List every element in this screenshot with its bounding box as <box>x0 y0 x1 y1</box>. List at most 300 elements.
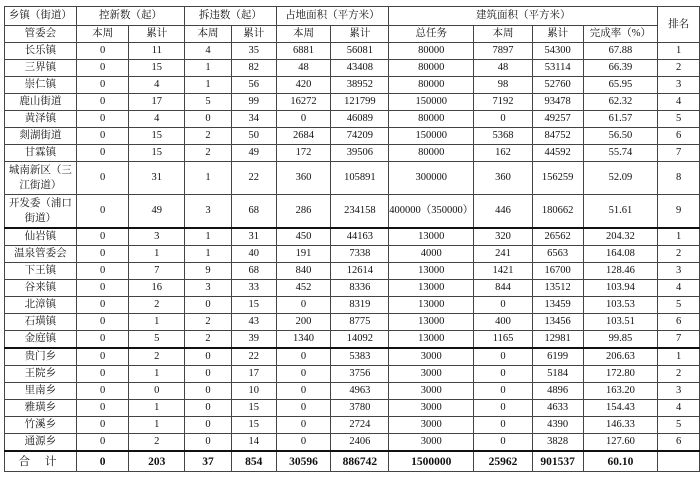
task-total-cell: 3000 <box>389 434 474 452</box>
task-total-cell: 80000 <box>389 77 474 94</box>
new-total-cell: 203 <box>129 451 185 472</box>
land-week-cell: 0 <box>276 400 331 417</box>
build-week-cell: 0 <box>474 366 533 383</box>
rank-cell <box>658 451 700 472</box>
completion-rate-cell: 146.33 <box>583 417 658 434</box>
table-row <box>5 43 700 60</box>
build-week-cell: 7897 <box>474 43 533 60</box>
task-total-cell: 13000 <box>389 228 474 246</box>
land-week-cell: 360 <box>276 162 331 195</box>
region-name-cell: 开发委（浦口街道） <box>5 195 77 229</box>
land-week-cell: 0 <box>276 383 331 400</box>
region-name-cell: 里南乡 <box>5 383 77 400</box>
demo-total-cell: 39 <box>231 331 276 349</box>
new-week-cell: 0 <box>76 228 129 246</box>
demo-week-cell: 0 <box>185 434 232 452</box>
land-total-cell: 7338 <box>331 246 389 263</box>
new-week-cell: 0 <box>76 314 129 331</box>
completion-rate-cell: 206.63 <box>583 348 658 366</box>
task-total-cell: 13000 <box>389 280 474 297</box>
land-week-cell: 200 <box>276 314 331 331</box>
demo-total-cell: 31 <box>231 228 276 246</box>
table-row <box>5 77 700 94</box>
land-week-cell: 0 <box>276 434 331 452</box>
land-total-cell: 2724 <box>331 417 389 434</box>
table-body <box>5 7 700 472</box>
land-week-cell: 0 <box>276 297 331 314</box>
region-name-cell: 竹溪乡 <box>5 417 77 434</box>
new-week-cell: 0 <box>76 246 129 263</box>
completion-rate-cell: 67.88 <box>583 43 658 60</box>
demo-week-cell: 9 <box>185 263 232 280</box>
task-total-cell: 13000 <box>389 331 474 349</box>
land-total-cell: 8775 <box>331 314 389 331</box>
land-total-cell: 8336 <box>331 280 389 297</box>
task-total-cell: 80000 <box>389 145 474 162</box>
task-total-cell: 13000 <box>389 314 474 331</box>
demo-week-cell: 0 <box>185 297 232 314</box>
region-name-cell: 三界镇 <box>5 60 77 77</box>
sub-header: 累计 <box>532 26 583 43</box>
new-week-cell: 0 <box>76 417 129 434</box>
build-total-cell: 4390 <box>532 417 583 434</box>
demo-total-cell: 854 <box>231 451 276 472</box>
demo-total-cell: 15 <box>231 417 276 434</box>
table-row <box>5 297 700 314</box>
rank-cell: 7 <box>658 145 700 162</box>
task-total-cell: 400000（350000） <box>389 195 474 229</box>
new-total-cell: 1 <box>129 246 185 263</box>
region-name-cell: 北漳镇 <box>5 297 77 314</box>
table-row <box>5 263 700 280</box>
build-total-cell: 901537 <box>532 451 583 472</box>
land-week-cell: 2684 <box>276 128 331 145</box>
completion-rate-cell: 60.10 <box>583 451 658 472</box>
task-total-cell: 3000 <box>389 383 474 400</box>
region-name-cell: 剡湖街道 <box>5 128 77 145</box>
demo-total-cell: 35 <box>231 43 276 60</box>
rank-cell: 1 <box>658 43 700 60</box>
new-total-cell: 0 <box>129 383 185 400</box>
task-total-cell: 3000 <box>389 366 474 383</box>
task-total-cell: 13000 <box>389 263 474 280</box>
region-name-cell: 贵门乡 <box>5 348 77 366</box>
demo-week-cell: 0 <box>185 400 232 417</box>
new-total-cell: 15 <box>129 145 185 162</box>
new-week-cell: 0 <box>76 434 129 452</box>
build-week-cell: 7192 <box>474 94 533 111</box>
build-week-cell: 0 <box>474 348 533 366</box>
build-week-cell: 5368 <box>474 128 533 145</box>
demo-week-cell: 1 <box>185 77 232 94</box>
demo-week-cell: 0 <box>185 348 232 366</box>
table-row <box>5 246 700 263</box>
land-week-cell: 420 <box>276 77 331 94</box>
completion-rate-cell: 103.94 <box>583 280 658 297</box>
table-row <box>5 94 700 111</box>
demo-total-cell: 82 <box>231 60 276 77</box>
build-total-cell: 26562 <box>532 228 583 246</box>
sub-header: 本周 <box>276 26 331 43</box>
region-name-cell: 雅璜乡 <box>5 400 77 417</box>
completion-rate-cell: 128.46 <box>583 263 658 280</box>
build-week-cell: 0 <box>474 383 533 400</box>
table-row <box>5 348 700 366</box>
land-week-cell: 0 <box>276 366 331 383</box>
build-total-cell: 4896 <box>532 383 583 400</box>
build-total-cell: 54300 <box>532 43 583 60</box>
land-total-cell: 105891 <box>331 162 389 195</box>
demo-week-cell: 1 <box>185 162 232 195</box>
total-row <box>5 451 700 472</box>
rank-cell: 1 <box>658 228 700 246</box>
build-week-cell: 25962 <box>474 451 533 472</box>
new-week-cell: 0 <box>76 331 129 349</box>
new-total-cell: 17 <box>129 94 185 111</box>
rank-cell: 6 <box>658 434 700 452</box>
rank-cell: 9 <box>658 195 700 229</box>
sub-header: 本周 <box>474 26 533 43</box>
land-total-cell: 3756 <box>331 366 389 383</box>
build-week-cell: 0 <box>474 111 533 128</box>
demo-total-cell: 68 <box>231 263 276 280</box>
build-total-cell: 13459 <box>532 297 583 314</box>
region-name-cell: 仙岩镇 <box>5 228 77 246</box>
rank-cell: 8 <box>658 162 700 195</box>
demo-week-cell: 2 <box>185 128 232 145</box>
completion-rate-cell: 99.85 <box>583 331 658 349</box>
build-week-cell: 0 <box>474 434 533 452</box>
sub-header: 累计 <box>129 26 185 43</box>
task-total-cell: 3000 <box>389 400 474 417</box>
completion-rate-cell: 55.74 <box>583 145 658 162</box>
land-week-cell: 30596 <box>276 451 331 472</box>
demo-total-cell: 17 <box>231 366 276 383</box>
rank-cell: 5 <box>658 297 700 314</box>
demo-week-cell: 4 <box>185 43 232 60</box>
region-name-cell: 石璜镇 <box>5 314 77 331</box>
demo-total-cell: 22 <box>231 348 276 366</box>
build-total-cell: 93478 <box>532 94 583 111</box>
region-name-cell: 谷来镇 <box>5 280 77 297</box>
build-week-cell: 0 <box>474 417 533 434</box>
table-row <box>5 383 700 400</box>
new-week-cell: 0 <box>76 162 129 195</box>
group-header-building-area: 建筑面积（平方米） <box>389 7 658 26</box>
land-total-cell: 2406 <box>331 434 389 452</box>
region-name-cell: 通源乡 <box>5 434 77 452</box>
new-total-cell: 16 <box>129 280 185 297</box>
region-name-cell: 温泉管委会 <box>5 246 77 263</box>
build-total-cell: 5184 <box>532 366 583 383</box>
build-week-cell: 241 <box>474 246 533 263</box>
rank-cell: 2 <box>658 60 700 77</box>
demo-total-cell: 15 <box>231 400 276 417</box>
build-total-cell: 52760 <box>532 77 583 94</box>
new-week-cell: 0 <box>76 145 129 162</box>
rank-cell: 4 <box>658 280 700 297</box>
build-week-cell: 48 <box>474 60 533 77</box>
table-row <box>5 145 700 162</box>
region-name-cell: 甘霖镇 <box>5 145 77 162</box>
sub-header: 完成率（%） <box>583 26 658 43</box>
completion-rate-cell: 51.61 <box>583 195 658 229</box>
new-total-cell: 15 <box>129 60 185 77</box>
demo-total-cell: 40 <box>231 246 276 263</box>
demo-total-cell: 49 <box>231 145 276 162</box>
completion-rate-cell: 103.51 <box>583 314 658 331</box>
task-total-cell: 13000 <box>389 297 474 314</box>
land-total-cell: 12614 <box>331 263 389 280</box>
new-week-cell: 0 <box>76 297 129 314</box>
land-total-cell: 4963 <box>331 383 389 400</box>
build-total-cell: 16700 <box>532 263 583 280</box>
land-week-cell: 48 <box>276 60 331 77</box>
table-row <box>5 366 700 383</box>
land-total-cell: 121799 <box>331 94 389 111</box>
demo-total-cell: 10 <box>231 383 276 400</box>
table-row <box>5 400 700 417</box>
task-total-cell: 80000 <box>389 60 474 77</box>
table-row <box>5 280 700 297</box>
new-total-cell: 1 <box>129 400 185 417</box>
region-header-line1: 乡镇（街道） <box>5 7 77 26</box>
land-total-cell: 43408 <box>331 60 389 77</box>
new-week-cell: 0 <box>76 400 129 417</box>
rank-cell: 3 <box>658 263 700 280</box>
demo-week-cell: 0 <box>185 366 232 383</box>
demo-week-cell: 37 <box>185 451 232 472</box>
completion-rate-cell: 52.09 <box>583 162 658 195</box>
header-row-1 <box>5 7 700 26</box>
new-total-cell: 4 <box>129 77 185 94</box>
table-row <box>5 417 700 434</box>
new-total-cell: 1 <box>129 314 185 331</box>
land-total-cell: 74209 <box>331 128 389 145</box>
new-week-cell: 0 <box>76 77 129 94</box>
land-week-cell: 840 <box>276 263 331 280</box>
completion-rate-cell: 127.60 <box>583 434 658 452</box>
land-total-cell: 44163 <box>331 228 389 246</box>
new-total-cell: 3 <box>129 228 185 246</box>
completion-rate-cell: 204.32 <box>583 228 658 246</box>
land-week-cell: 450 <box>276 228 331 246</box>
new-total-cell: 1 <box>129 366 185 383</box>
new-total-cell: 2 <box>129 297 185 314</box>
build-total-cell: 180662 <box>532 195 583 229</box>
rank-cell: 7 <box>658 331 700 349</box>
new-week-cell: 0 <box>76 195 129 229</box>
new-week-cell: 0 <box>76 60 129 77</box>
sub-header: 总任务 <box>389 26 474 43</box>
statistics-table <box>4 6 700 472</box>
build-week-cell: 1165 <box>474 331 533 349</box>
rank-cell: 6 <box>658 314 700 331</box>
build-total-cell: 44592 <box>532 145 583 162</box>
build-week-cell: 320 <box>474 228 533 246</box>
task-total-cell: 3000 <box>389 417 474 434</box>
region-name-cell: 金庭镇 <box>5 331 77 349</box>
land-total-cell: 3780 <box>331 400 389 417</box>
new-week-cell: 0 <box>76 366 129 383</box>
task-total-cell: 150000 <box>389 128 474 145</box>
new-total-cell: 2 <box>129 348 185 366</box>
demo-week-cell: 1 <box>185 246 232 263</box>
build-week-cell: 844 <box>474 280 533 297</box>
build-total-cell: 53114 <box>532 60 583 77</box>
build-total-cell: 6563 <box>532 246 583 263</box>
task-total-cell: 4000 <box>389 246 474 263</box>
build-total-cell: 4633 <box>532 400 583 417</box>
sub-header: 累计 <box>231 26 276 43</box>
new-total-cell: 1 <box>129 417 185 434</box>
table-row <box>5 111 700 128</box>
new-total-cell: 5 <box>129 331 185 349</box>
land-total-cell: 234158 <box>331 195 389 229</box>
region-header-line2: 管委会 <box>5 26 77 43</box>
sub-header: 累计 <box>331 26 389 43</box>
task-total-cell: 80000 <box>389 43 474 60</box>
build-total-cell: 13456 <box>532 314 583 331</box>
build-week-cell: 446 <box>474 195 533 229</box>
new-week-cell: 0 <box>76 43 129 60</box>
land-week-cell: 172 <box>276 145 331 162</box>
land-week-cell: 0 <box>276 111 331 128</box>
completion-rate-cell: 61.57 <box>583 111 658 128</box>
table-container <box>4 6 700 472</box>
build-total-cell: 84752 <box>532 128 583 145</box>
demo-week-cell: 0 <box>185 111 232 128</box>
land-total-cell: 8319 <box>331 297 389 314</box>
completion-rate-cell: 65.95 <box>583 77 658 94</box>
table-row <box>5 60 700 77</box>
land-week-cell: 16272 <box>276 94 331 111</box>
new-total-cell: 4 <box>129 111 185 128</box>
demo-week-cell: 0 <box>185 417 232 434</box>
region-name-cell: 下王镇 <box>5 263 77 280</box>
sub-header: 本周 <box>76 26 129 43</box>
completion-rate-cell: 163.20 <box>583 383 658 400</box>
rank-cell: 6 <box>658 128 700 145</box>
table-row <box>5 314 700 331</box>
table-row <box>5 195 700 229</box>
region-name-cell: 王院乡 <box>5 366 77 383</box>
group-header-land-area: 占地面积（平方米） <box>276 7 389 26</box>
build-total-cell: 6199 <box>532 348 583 366</box>
land-total-cell: 56081 <box>331 43 389 60</box>
new-total-cell: 2 <box>129 434 185 452</box>
land-total-cell: 886742 <box>331 451 389 472</box>
region-name-cell: 崇仁镇 <box>5 77 77 94</box>
build-total-cell: 156259 <box>532 162 583 195</box>
demo-week-cell: 3 <box>185 280 232 297</box>
land-total-cell: 46089 <box>331 111 389 128</box>
task-total-cell: 3000 <box>389 348 474 366</box>
new-week-cell: 0 <box>76 280 129 297</box>
task-total-cell: 80000 <box>389 111 474 128</box>
region-name-cell: 鹿山街道 <box>5 94 77 111</box>
rank-cell: 5 <box>658 417 700 434</box>
table-row <box>5 434 700 452</box>
demo-total-cell: 15 <box>231 297 276 314</box>
rank-cell: 4 <box>658 94 700 111</box>
demo-week-cell: 1 <box>185 60 232 77</box>
task-total-cell: 1500000 <box>389 451 474 472</box>
demo-week-cell: 0 <box>185 383 232 400</box>
land-week-cell: 6881 <box>276 43 331 60</box>
new-week-cell: 0 <box>76 451 129 472</box>
demo-week-cell: 2 <box>185 314 232 331</box>
land-week-cell: 0 <box>276 348 331 366</box>
demo-total-cell: 43 <box>231 314 276 331</box>
group-header-demolition: 拆违数（起） <box>185 7 277 26</box>
demo-total-cell: 50 <box>231 128 276 145</box>
sub-header: 本周 <box>185 26 232 43</box>
region-name-cell: 长乐镇 <box>5 43 77 60</box>
task-total-cell: 150000 <box>389 94 474 111</box>
build-week-cell: 1421 <box>474 263 533 280</box>
new-week-cell: 0 <box>76 263 129 280</box>
demo-week-cell: 3 <box>185 195 232 229</box>
demo-total-cell: 99 <box>231 94 276 111</box>
build-total-cell: 49257 <box>532 111 583 128</box>
demo-week-cell: 2 <box>185 331 232 349</box>
build-week-cell: 0 <box>474 400 533 417</box>
build-total-cell: 12981 <box>532 331 583 349</box>
table-row <box>5 228 700 246</box>
new-total-cell: 7 <box>129 263 185 280</box>
completion-rate-cell: 62.32 <box>583 94 658 111</box>
rank-cell: 2 <box>658 366 700 383</box>
demo-total-cell: 68 <box>231 195 276 229</box>
land-week-cell: 0 <box>276 417 331 434</box>
rank-cell: 5 <box>658 111 700 128</box>
rank-cell: 2 <box>658 246 700 263</box>
demo-total-cell: 34 <box>231 111 276 128</box>
rank-cell: 3 <box>658 383 700 400</box>
new-total-cell: 15 <box>129 128 185 145</box>
demo-total-cell: 56 <box>231 77 276 94</box>
land-total-cell: 14092 <box>331 331 389 349</box>
build-week-cell: 98 <box>474 77 533 94</box>
rank-cell: 3 <box>658 77 700 94</box>
region-name-cell: 黄泽镇 <box>5 111 77 128</box>
completion-rate-cell: 172.80 <box>583 366 658 383</box>
build-total-cell: 13512 <box>532 280 583 297</box>
demo-week-cell: 2 <box>185 145 232 162</box>
new-week-cell: 0 <box>76 94 129 111</box>
demo-total-cell: 33 <box>231 280 276 297</box>
build-total-cell: 3828 <box>532 434 583 452</box>
demo-week-cell: 1 <box>185 228 232 246</box>
new-week-cell: 0 <box>76 348 129 366</box>
build-week-cell: 360 <box>474 162 533 195</box>
task-total-cell: 300000 <box>389 162 474 195</box>
land-total-cell: 38952 <box>331 77 389 94</box>
table-row <box>5 331 700 349</box>
header-row-2 <box>5 26 700 43</box>
land-total-cell: 5383 <box>331 348 389 366</box>
completion-rate-cell: 154.43 <box>583 400 658 417</box>
completion-rate-cell: 164.08 <box>583 246 658 263</box>
build-week-cell: 0 <box>474 297 533 314</box>
new-week-cell: 0 <box>76 128 129 145</box>
new-week-cell: 0 <box>76 383 129 400</box>
completion-rate-cell: 103.53 <box>583 297 658 314</box>
new-total-cell: 49 <box>129 195 185 229</box>
land-week-cell: 286 <box>276 195 331 229</box>
new-total-cell: 31 <box>129 162 185 195</box>
